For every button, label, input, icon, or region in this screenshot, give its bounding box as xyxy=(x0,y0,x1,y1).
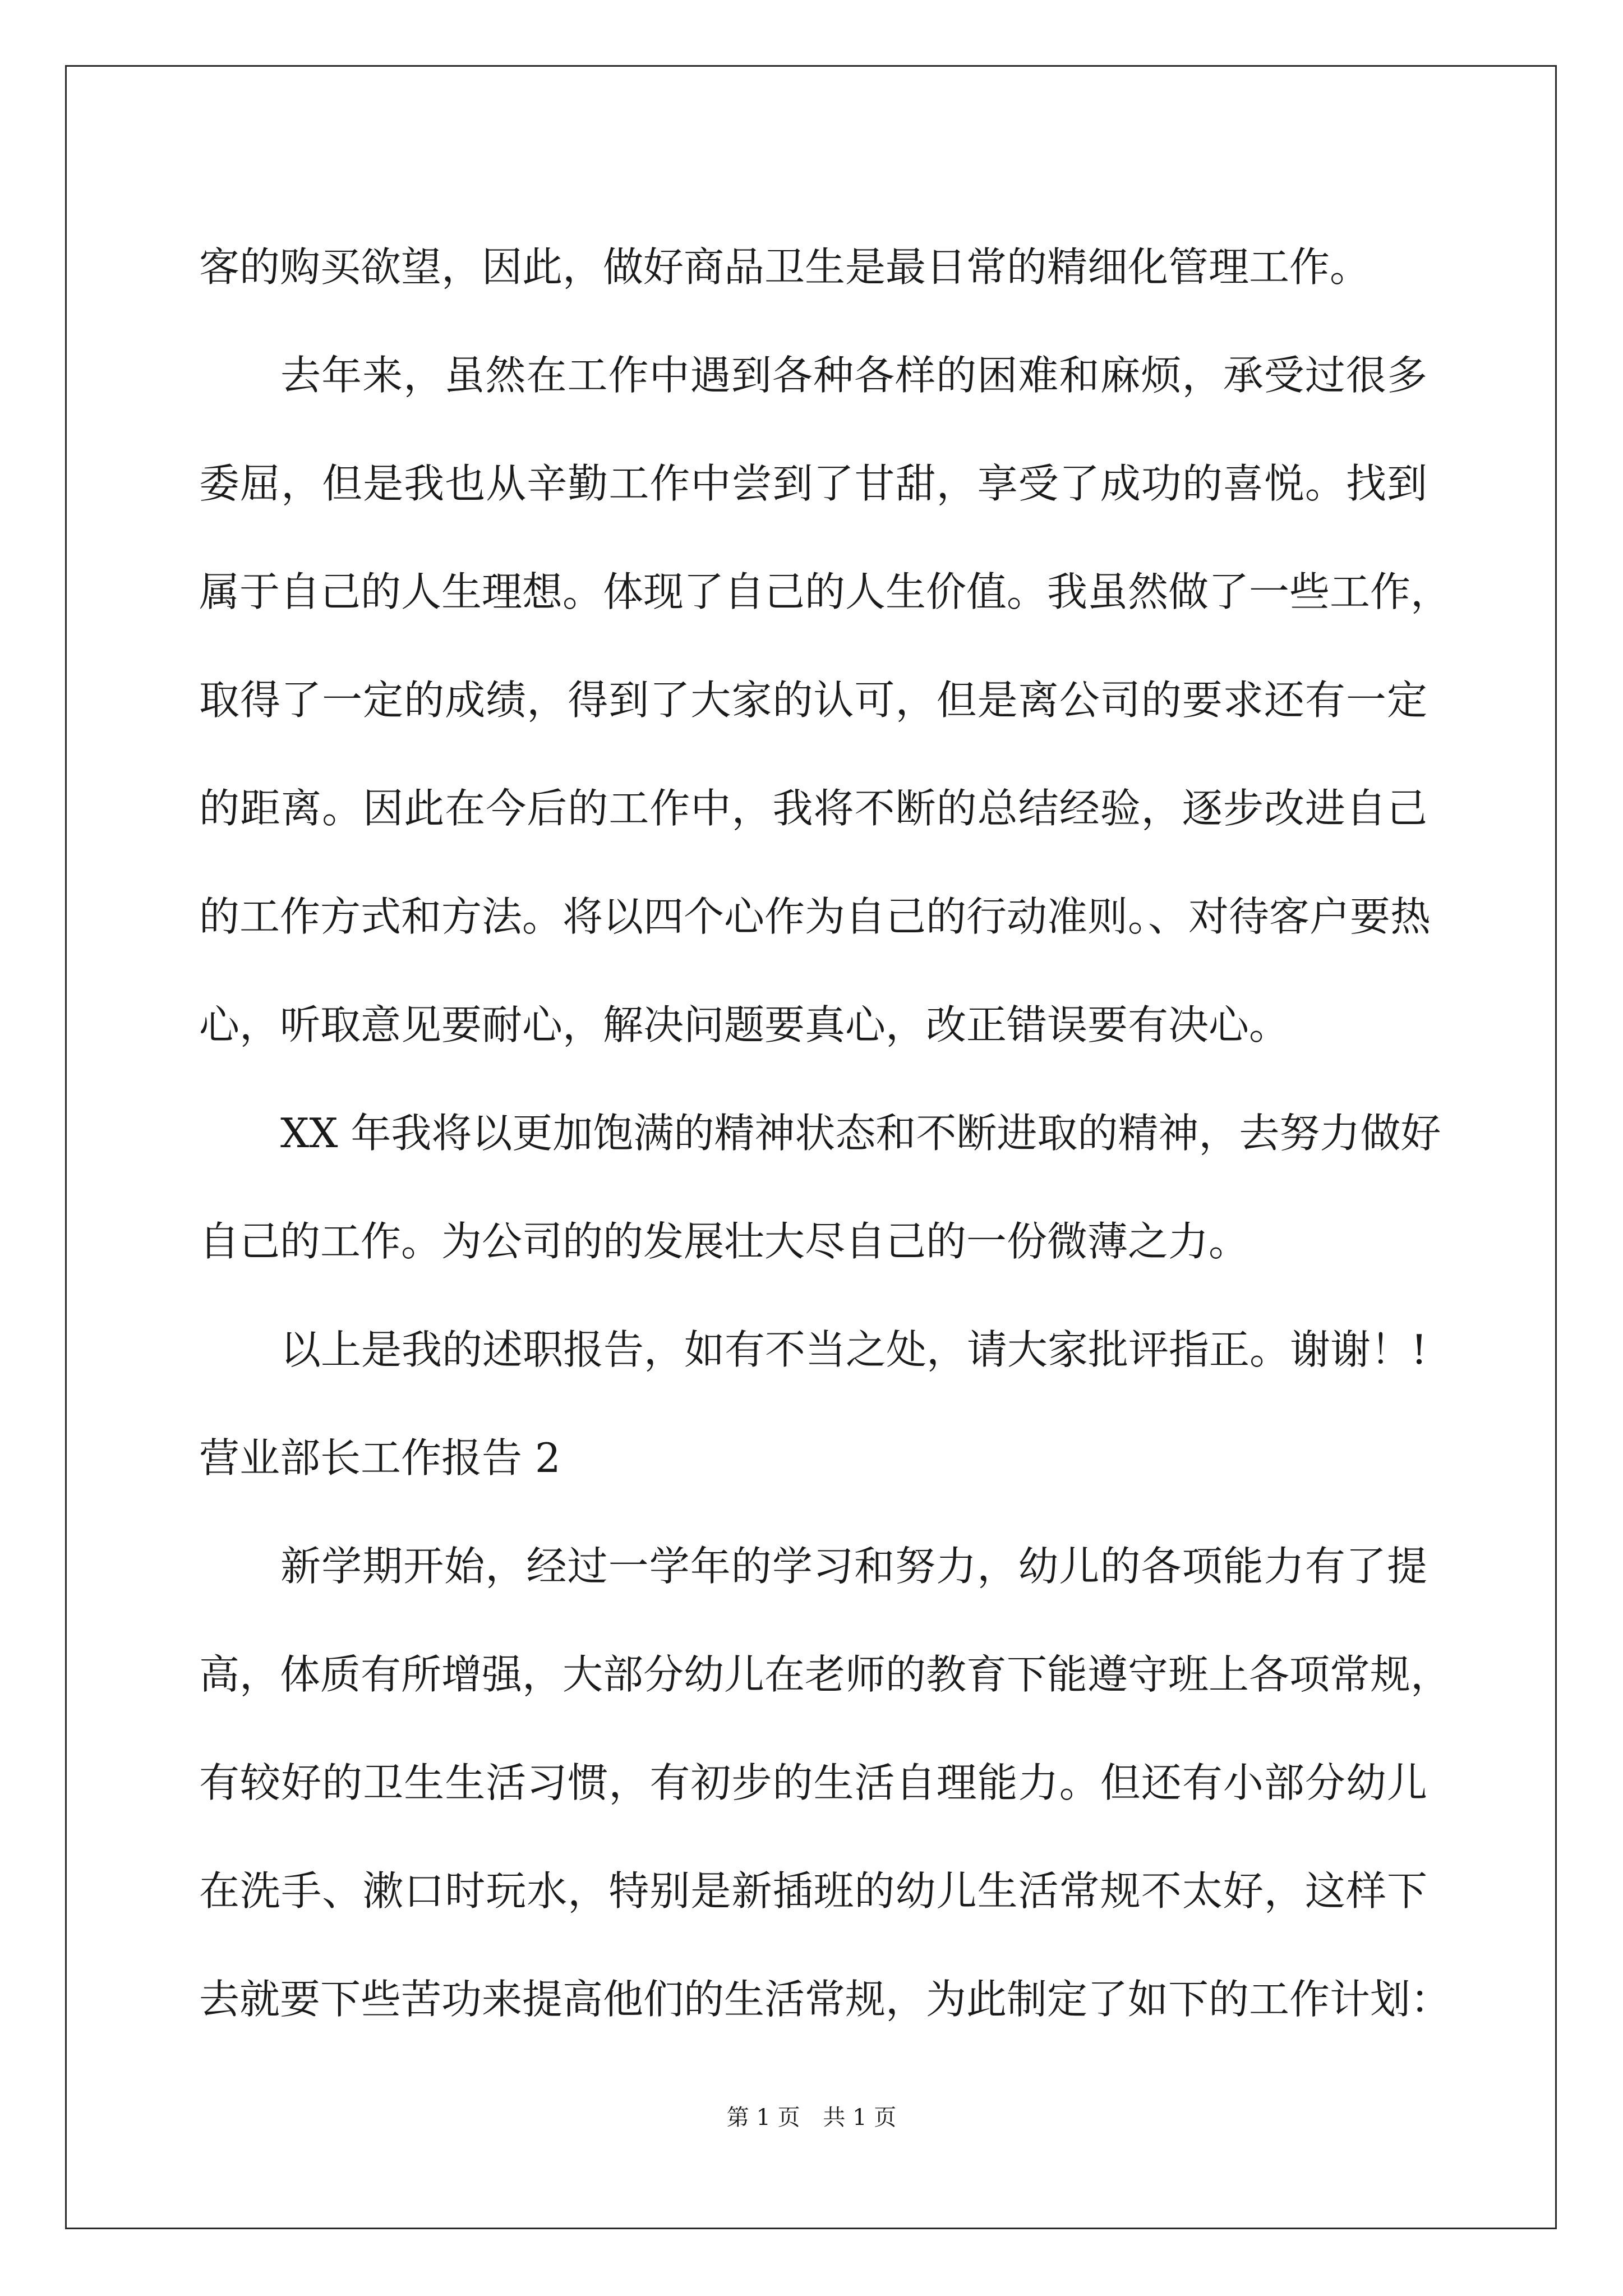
paragraph-line: 有较好的卫生生活习惯，有初步的生活自理能力。但还有小部分幼儿 xyxy=(199,1759,1427,1806)
paragraph-line: 客的购买欲望，因此，做好商品卫生是最日常的精细化管理工作。 xyxy=(199,243,1371,291)
paragraph-line: 委屈，但是我也从辛勤工作中尝到了甘甜，享受了成功的喜悦。找到 xyxy=(199,460,1427,507)
paragraph-line: 自己的工作。为公司的的发展壮大尽自己的一份微薄之力。 xyxy=(199,1218,1249,1265)
section-heading: 营业部长工作报告 2 xyxy=(199,1434,561,1481)
paragraph-line: 属于自己的人生理想。体现了自己的人生价值。我虽然做了一些工作， xyxy=(199,568,1451,615)
paragraph-line: 以上是我的述职报告，如有不当之处，请大家批评指正。谢谢！! xyxy=(280,1326,1427,1373)
paragraph-line: XX 年我将以更加饱满的精神状态和不断进取的精神，去努力做好 xyxy=(280,1110,1441,1157)
page-footer xyxy=(0,2101,1623,2134)
paragraph-line: 去年来，虽然在工作中遇到各种各样的困难和麻烦，承受过很多 xyxy=(280,352,1427,399)
paragraph-line: 去就要下些苦功来提高他们的生活常规，为此制定了如下的工作计划： xyxy=(199,1976,1451,2023)
paragraph-line: 高，体质有所增强，大部分幼儿在老师的教育下能遵守班上各项常规， xyxy=(199,1651,1451,1698)
paragraph-line: 的工作方式和方法。将以四个心作为自己的行动准则。、对待客户要热 xyxy=(199,893,1431,940)
document-body xyxy=(199,213,1451,2054)
page-number: 第 1 页 xyxy=(726,2105,800,2131)
paragraph-line: 心，听取意见要耐心，解决问题要真心，改正错误要有决心。 xyxy=(199,1001,1290,1048)
paragraph-line: 新学期开始，经过一学年的学习和努力，幼儿的各项能力有了提 xyxy=(280,1543,1427,1590)
paragraph-line: 的距离。因此在今后的工作中，我将不断的总结经验，逐步改进自己 xyxy=(199,785,1427,832)
paragraph-line: 取得了一定的成绩，得到了大家的认可，但是离公司的要求还有一定 xyxy=(199,677,1427,724)
page-total: 共 1 页 xyxy=(823,2105,897,2131)
paragraph-line: 在洗手、漱口时玩水，特别是新插班的幼儿生活常规不太好，这样下 xyxy=(199,1867,1427,1915)
